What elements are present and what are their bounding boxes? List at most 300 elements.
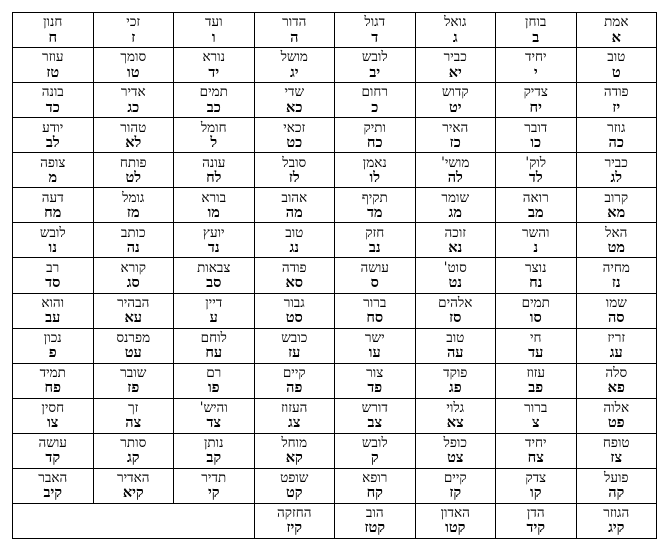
- cell-word: חומל: [200, 119, 227, 136]
- table-cell: [174, 328, 255, 363]
- cell-word: הוב: [365, 505, 384, 522]
- cell-word: והשר: [522, 224, 550, 241]
- cell-number: י: [533, 63, 538, 81]
- cell-number: סו: [529, 309, 542, 326]
- cell-word: האדיר: [116, 470, 150, 487]
- table-cell: [335, 153, 416, 188]
- cell-word: אלהים: [438, 294, 473, 311]
- cell-word: קיים: [443, 470, 467, 487]
- table-cell: [415, 13, 496, 48]
- cell-word: האדון: [440, 505, 470, 522]
- table-cell: [93, 118, 174, 153]
- cell-number: ק: [370, 449, 379, 467]
- empty-cell: [13, 503, 255, 538]
- cell-number: מה: [285, 203, 303, 221]
- cell-number: סח: [366, 309, 384, 326]
- table-cell: [335, 468, 416, 503]
- table-cell: [576, 398, 657, 433]
- table-cell: [254, 433, 335, 468]
- table-cell: [496, 188, 577, 223]
- cell-number: קיג: [608, 519, 625, 537]
- table-cell: [254, 363, 335, 398]
- table-cell: [415, 258, 496, 293]
- cell-number: קיב: [43, 484, 63, 502]
- cell-number: קו: [530, 484, 542, 502]
- cell-number: צב: [367, 414, 383, 432]
- cell-number: יב: [369, 63, 381, 81]
- cell-word: פודה: [603, 84, 629, 101]
- table-cell: [576, 293, 657, 328]
- cell-word: חסין: [41, 400, 65, 417]
- table-cell: [254, 13, 335, 48]
- table-cell: [254, 188, 335, 223]
- cell-number: קי: [207, 484, 220, 502]
- table-cell: [93, 13, 174, 48]
- cell-word: סוט': [443, 259, 467, 276]
- table-cell: [415, 328, 496, 363]
- table-cell: [576, 83, 657, 118]
- cell-word: נכון: [43, 329, 62, 346]
- cell-number: נז: [611, 273, 621, 291]
- cell-word: רם: [206, 364, 222, 381]
- cell-word: טהור: [120, 119, 147, 136]
- table-row: [13, 153, 657, 188]
- table-cell: [576, 363, 657, 398]
- cell-number: טז: [46, 63, 60, 81]
- table-cell: [415, 468, 496, 503]
- table-cell: [93, 468, 174, 503]
- cell-number: פח: [44, 379, 61, 397]
- cell-number: צו: [47, 414, 59, 432]
- table-cell: [576, 13, 657, 48]
- cell-word: לוחם: [200, 329, 227, 346]
- cell-number: צז: [610, 449, 623, 467]
- cell-word: האל: [605, 224, 628, 241]
- cell-number: נ: [533, 238, 539, 256]
- table-cell: [174, 153, 255, 188]
- table-cell: [174, 13, 255, 48]
- cell-word: רב: [46, 259, 60, 276]
- cell-number: לד: [528, 168, 543, 186]
- names-table-body: [13, 13, 657, 539]
- cell-word: דגול: [364, 14, 386, 31]
- cell-number: פז: [127, 379, 140, 397]
- cell-number: פט: [607, 414, 625, 432]
- cell-word: החזקה: [276, 505, 312, 522]
- table-cell: [576, 188, 657, 223]
- cell-word: סותר: [120, 435, 147, 452]
- cell-word: בונה: [41, 84, 64, 101]
- table-cell: [576, 258, 657, 293]
- cell-number: קטו: [445, 519, 466, 537]
- cell-word: והיש': [199, 400, 228, 417]
- cell-number: פו: [207, 379, 220, 397]
- cell-word: שובר: [120, 364, 147, 381]
- table-cell: [335, 363, 416, 398]
- table-cell: [13, 363, 94, 398]
- cell-word: זך: [128, 400, 139, 417]
- table-cell: [415, 293, 496, 328]
- cell-number: ע: [209, 309, 218, 326]
- cell-word: צדיק: [523, 84, 548, 101]
- cell-number: פג: [448, 379, 462, 397]
- cell-number: קט: [285, 484, 303, 502]
- cell-number: צג: [288, 414, 301, 432]
- cell-number: כט: [286, 133, 303, 151]
- cell-word: זריז: [607, 329, 626, 346]
- table-cell: [93, 433, 174, 468]
- cell-number: כד: [45, 98, 60, 116]
- cell-number: מד: [366, 203, 383, 221]
- names-table: [12, 12, 657, 539]
- table-row: [13, 293, 657, 328]
- table-cell: [254, 153, 335, 188]
- table-row: [13, 328, 657, 363]
- cell-number: עב: [45, 309, 61, 326]
- cell-word: תקיף: [361, 189, 388, 206]
- table-cell: [496, 503, 577, 538]
- cell-number: עח: [205, 344, 223, 362]
- cell-word: טופח: [602, 435, 630, 452]
- table-cell: [576, 48, 657, 83]
- cell-word: זוכה: [444, 224, 467, 241]
- cell-number: כב: [206, 98, 221, 116]
- cell-word: רחום: [361, 84, 388, 101]
- cell-number: סז: [449, 309, 462, 326]
- table-cell: [13, 188, 94, 223]
- cell-number: נו: [48, 238, 57, 256]
- cell-number: יא: [448, 63, 462, 81]
- table-cell: [13, 468, 94, 503]
- table-cell: [13, 328, 94, 363]
- table-cell: [496, 258, 577, 293]
- cell-word: סובל: [282, 154, 307, 171]
- cell-number: קא: [285, 449, 303, 467]
- cell-number: עד: [528, 344, 544, 362]
- table-cell: [576, 118, 657, 153]
- table-cell: [496, 328, 577, 363]
- table-cell: [415, 153, 496, 188]
- cell-number: סג: [126, 273, 140, 291]
- cell-number: מו: [207, 203, 220, 221]
- cell-word: פודה: [281, 259, 307, 276]
- table-cell: [93, 363, 174, 398]
- cell-number: מג: [448, 203, 462, 221]
- table-cell: [93, 293, 174, 328]
- table-cell: [254, 83, 335, 118]
- table-cell: [13, 398, 94, 433]
- table-cell: [335, 48, 416, 83]
- table-cell: [576, 223, 657, 258]
- table-cell: [174, 468, 255, 503]
- cell-word: צבאות: [197, 259, 231, 276]
- cell-word: כביר: [443, 49, 467, 66]
- cell-word: כותב: [120, 224, 146, 241]
- cell-word: ברור: [524, 400, 548, 417]
- cell-number: מ: [48, 168, 58, 186]
- cell-number: סב: [206, 273, 222, 291]
- table-cell: [93, 153, 174, 188]
- table-cell: [174, 258, 255, 293]
- table-row: [13, 13, 657, 48]
- cell-number: עא: [124, 309, 143, 326]
- cell-number: קז: [449, 484, 462, 502]
- cell-word: מפרנס: [116, 329, 151, 346]
- cell-word: סלה: [605, 364, 628, 381]
- table-cell: [174, 363, 255, 398]
- cell-word: חי: [529, 329, 542, 346]
- table-cell: [13, 223, 94, 258]
- cell-word: תמיד: [39, 364, 66, 381]
- cell-word: אמת: [604, 14, 629, 31]
- cell-number: קה: [608, 484, 625, 502]
- table-cell: [576, 468, 657, 503]
- cell-number: לא: [125, 133, 142, 151]
- table-cell: [415, 48, 496, 83]
- cell-word: והוא: [41, 294, 65, 311]
- table-cell: [174, 188, 255, 223]
- table-row: [13, 48, 657, 83]
- cell-number: סא: [285, 273, 304, 291]
- table-cell: [576, 433, 657, 468]
- cell-number: כג: [127, 98, 140, 116]
- table-cell: [415, 398, 496, 433]
- cell-number: כו: [530, 133, 542, 151]
- cell-word: צדק: [525, 470, 547, 487]
- table-cell: [174, 398, 255, 433]
- table-row: [13, 398, 657, 433]
- cell-number: סט: [285, 309, 303, 326]
- table-cell: [576, 503, 657, 538]
- table-cell: [415, 188, 496, 223]
- cell-number: נה: [126, 238, 140, 256]
- table-cell: [13, 258, 94, 293]
- table-cell: [496, 398, 577, 433]
- cell-number: קיא: [122, 484, 144, 502]
- table-cell: [254, 468, 335, 503]
- cell-number: כה: [608, 133, 624, 151]
- cell-word: נוצר: [524, 259, 547, 276]
- cell-word: אלוה: [603, 400, 630, 417]
- cell-word: אדיר: [120, 84, 146, 101]
- cell-number: ז: [131, 28, 136, 46]
- cell-word: פותח: [119, 154, 147, 171]
- cell-word: חנון: [43, 14, 63, 31]
- cell-number: פד: [367, 379, 383, 397]
- cell-number: לז: [288, 168, 300, 186]
- table-row: [13, 363, 657, 398]
- cell-word: רופא: [362, 470, 388, 487]
- cell-word: רואה: [522, 189, 549, 206]
- cell-word: חזק: [365, 224, 385, 241]
- cell-word: פועל: [604, 470, 629, 487]
- cell-word: דובר: [524, 119, 548, 136]
- table-cell: [335, 223, 416, 258]
- cell-word: מושל: [280, 49, 308, 66]
- table-cell: [254, 223, 335, 258]
- table-row: [13, 223, 657, 258]
- cell-number: פב: [528, 379, 544, 397]
- table-cell: [496, 293, 577, 328]
- cell-number: קיז: [286, 519, 303, 537]
- table-cell: [254, 293, 335, 328]
- cell-word: הגוזר: [603, 505, 630, 522]
- cell-number: קב: [206, 449, 222, 467]
- cell-word: יחיד: [524, 49, 547, 66]
- cell-number: מז: [126, 203, 140, 221]
- table-cell: [335, 328, 416, 363]
- table-cell: [335, 433, 416, 468]
- cell-word: העזוז: [281, 400, 308, 417]
- cell-word: האבר: [38, 470, 68, 487]
- cell-number: לו: [369, 168, 380, 186]
- table-cell: [254, 118, 335, 153]
- cell-word: ישר: [364, 329, 385, 346]
- cell-number: נח: [529, 273, 543, 291]
- table-cell: [335, 398, 416, 433]
- cell-number: לח: [206, 168, 222, 186]
- cell-word: קדוש: [441, 84, 469, 101]
- table-cell: [174, 433, 255, 468]
- cell-number: פא: [607, 379, 625, 397]
- cell-number: קיד: [526, 519, 546, 537]
- table-cell: [93, 83, 174, 118]
- cell-number: קד: [45, 449, 61, 467]
- cell-word: טוב: [607, 49, 626, 66]
- cell-number: כז: [449, 133, 461, 151]
- cell-number: עט: [124, 344, 142, 362]
- cell-number: כא: [286, 98, 303, 116]
- cell-word: זכאי: [283, 119, 306, 136]
- cell-word: בוחן: [525, 14, 547, 31]
- table-row: [13, 258, 657, 293]
- cell-number: קטז: [364, 519, 386, 537]
- cell-word: שופט: [280, 470, 309, 487]
- cell-word: דיין: [205, 294, 223, 311]
- cell-word: כביר: [604, 154, 628, 171]
- cell-number: טו: [127, 63, 140, 81]
- table-row: [13, 118, 657, 153]
- cell-number: נב: [368, 238, 381, 256]
- cell-word: שדי: [284, 84, 305, 101]
- cell-number: ו: [211, 28, 216, 46]
- cell-number: יג: [289, 63, 299, 81]
- cell-word: צור: [366, 364, 384, 381]
- cell-word: נאמן: [362, 154, 387, 171]
- cell-word: יודע: [42, 119, 64, 136]
- cell-number: יז: [612, 98, 621, 116]
- table-row: [13, 188, 657, 223]
- cell-number: צט: [447, 449, 464, 467]
- table-cell: [174, 118, 255, 153]
- cell-number: ד: [371, 28, 379, 46]
- cell-word: הדור: [282, 14, 307, 31]
- table-cell: [496, 118, 577, 153]
- cell-word: עושה: [360, 259, 389, 276]
- cell-number: ט: [611, 63, 621, 81]
- table-cell: [254, 503, 335, 538]
- cell-number: מא: [607, 203, 626, 221]
- cell-number: מט: [607, 238, 625, 256]
- table-cell: [13, 153, 94, 188]
- cell-number: עה: [446, 344, 464, 362]
- cell-word: קורא: [120, 259, 146, 276]
- table-cell: [335, 188, 416, 223]
- table-cell: [576, 328, 657, 363]
- cell-number: יד: [208, 63, 220, 81]
- cell-number: נג: [289, 238, 299, 256]
- table-cell: [13, 13, 94, 48]
- table-cell: [13, 83, 94, 118]
- table-cell: [496, 363, 577, 398]
- cell-number: עו: [368, 344, 381, 362]
- table-cell: [13, 48, 94, 83]
- table-cell: [93, 328, 174, 363]
- cell-word: דעה: [41, 189, 64, 206]
- table-cell: [93, 188, 174, 223]
- cell-word: הבהיר: [117, 294, 150, 311]
- table-cell: [174, 83, 255, 118]
- cell-number: ח: [48, 28, 58, 46]
- table-cell: [415, 433, 496, 468]
- table-cell: [415, 223, 496, 258]
- table-cell: [496, 83, 577, 118]
- cell-word: עושה: [38, 435, 67, 452]
- cell-number: עג: [609, 344, 623, 362]
- table-cell: [496, 223, 577, 258]
- table-cell: [254, 258, 335, 293]
- cell-number: צא: [446, 414, 464, 432]
- cell-number: עז: [288, 344, 301, 362]
- cell-word: אהוב: [281, 189, 308, 206]
- cell-number: מח: [44, 203, 62, 221]
- cell-word: מוחל: [281, 435, 308, 452]
- cell-number: נד: [207, 238, 220, 256]
- cell-number: לה: [447, 168, 463, 186]
- cell-number: ה: [290, 28, 299, 46]
- cell-number: מב: [527, 203, 544, 221]
- cell-number: פ: [48, 344, 57, 362]
- cell-word: פוקד: [443, 364, 468, 381]
- cell-word: טוב: [446, 329, 465, 346]
- cell-word: מחיה: [602, 259, 630, 276]
- cell-word: לובש: [39, 224, 66, 241]
- cell-word: ותיק: [363, 119, 386, 136]
- table-cell: [415, 118, 496, 153]
- cell-number: קג: [126, 449, 140, 467]
- table-cell: [13, 118, 94, 153]
- table-row: [13, 83, 657, 118]
- cell-number: ב: [532, 28, 540, 46]
- table-cell: [254, 328, 335, 363]
- cell-number: נא: [448, 238, 463, 256]
- cell-word: בורא: [201, 189, 227, 206]
- cell-word: דורש: [361, 400, 388, 417]
- table-cell: [174, 223, 255, 258]
- table-cell: [254, 48, 335, 83]
- table-cell: [174, 48, 255, 83]
- cell-word: זכי: [126, 14, 141, 31]
- cell-number: ס: [370, 273, 379, 291]
- table-cell: [415, 503, 496, 538]
- cell-word: שומר: [441, 189, 470, 206]
- cell-word: קיים: [282, 364, 306, 381]
- cell-number: לט: [125, 168, 142, 186]
- table-cell: [174, 293, 255, 328]
- cell-number: קח: [366, 484, 383, 502]
- cell-number: פה: [286, 379, 303, 397]
- table-cell: [13, 433, 94, 468]
